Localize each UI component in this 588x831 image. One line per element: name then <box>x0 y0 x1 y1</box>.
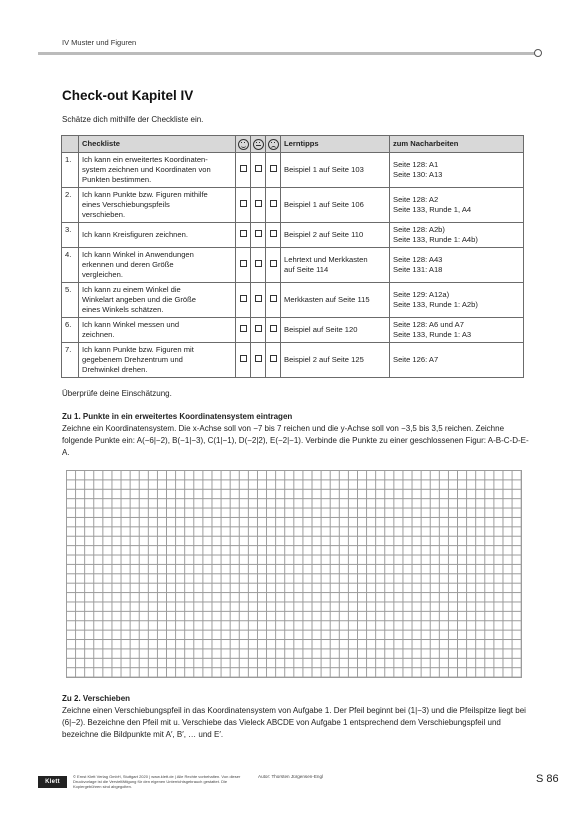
checklist-item <box>79 283 236 318</box>
rating-cell-happy <box>236 188 251 223</box>
review-cell <box>390 318 524 343</box>
checklist-table <box>61 135 524 378</box>
review-cell <box>390 153 524 188</box>
review-line: Seite 126: A7 <box>393 355 439 364</box>
rating-cell-sad <box>266 283 281 318</box>
checklist-item-line: Drehwinkel drehen. <box>82 365 148 374</box>
rating-checkbox-sad[interactable] <box>270 260 277 267</box>
checklist-item <box>79 153 236 188</box>
header-tips: Lerntipps <box>281 136 390 153</box>
review-line: Seite 130: A13 <box>393 170 443 179</box>
rating-checkbox-neutral[interactable] <box>255 230 262 237</box>
rating-cell-neutral <box>251 188 266 223</box>
header-neutral <box>251 136 266 153</box>
rating-cell-neutral <box>251 153 266 188</box>
tip-line: Beispiel 2 auf Seite 110 <box>284 230 364 239</box>
checklist-item-line: Punkten bestimmen. <box>82 175 152 184</box>
checklist-item-line: Ich kann Winkel messen und <box>82 320 180 329</box>
tip-cell <box>281 318 390 343</box>
table-row <box>62 343 524 378</box>
page-title: Check-out Kapitel IV <box>62 88 194 103</box>
section2-heading: Zu 2. Verschieben <box>62 694 131 703</box>
header-review: zum Nacharbeiten <box>390 136 524 153</box>
row-number: 6. <box>62 318 79 343</box>
review-line: Seite 128: A2 <box>393 195 439 204</box>
rating-checkbox-neutral[interactable] <box>255 295 262 302</box>
rating-cell-neutral <box>251 248 266 283</box>
tip-line: auf Seite 114 <box>284 265 329 274</box>
row-number: 4. <box>62 248 79 283</box>
checklist-item <box>79 248 236 283</box>
checklist-item-line: system zeichnen und Koordinaten von <box>82 165 211 174</box>
rating-cell-happy <box>236 248 251 283</box>
rating-cell-sad <box>266 248 281 283</box>
rating-checkbox-happy[interactable] <box>240 260 247 267</box>
chapter-label: IV Muster und Figuren <box>62 38 137 47</box>
rating-checkbox-sad[interactable] <box>270 355 277 362</box>
author-text: Autor: Thorsten Jürgensen-Engl <box>258 774 324 779</box>
row-number: 5. <box>62 283 79 318</box>
review-cell <box>390 248 524 283</box>
row-number: 7. <box>62 343 79 378</box>
checklist-item-line: Ich kann ein erweitertes Koordinaten- <box>82 155 208 164</box>
rating-cell-happy <box>236 153 251 188</box>
header-happy <box>236 136 251 153</box>
intro-text: Schätze dich mithilfe der Checkliste ein. <box>62 115 204 124</box>
rating-cell-neutral <box>251 318 266 343</box>
checklist-item-line: Ich kann zu einem Winkel die <box>82 285 181 294</box>
rating-cell-sad <box>266 223 281 248</box>
checklist-item-line: erkennen und deren Größe <box>82 260 174 269</box>
header-checklist: Checkliste <box>79 136 236 153</box>
rating-checkbox-neutral[interactable] <box>255 165 262 172</box>
rating-checkbox-sad[interactable] <box>270 325 277 332</box>
review-line: Seite 131: A18 <box>393 265 443 274</box>
publisher-logo: Klett <box>38 776 67 788</box>
review-line: Seite 129: A12a) <box>393 290 450 299</box>
checklist-item <box>79 188 236 223</box>
rating-cell-sad <box>266 153 281 188</box>
checklist-item-line: gegebenem Drehzentrum und <box>82 355 183 364</box>
rating-cell-sad <box>266 343 281 378</box>
review-line: Seite 128: A2b) <box>393 225 445 234</box>
checklist-item-line: eines Verschiebungspfeils <box>82 200 170 209</box>
checklist-item-line: verschieben. <box>82 210 126 219</box>
rating-checkbox-happy[interactable] <box>240 355 247 362</box>
table-row <box>62 318 524 343</box>
tip-line: Merkkasten auf Seite 115 <box>284 295 370 304</box>
checklist-item-line: Ich kann Kreisfiguren zeichnen. <box>82 230 188 239</box>
rating-cell-sad <box>266 318 281 343</box>
tip-cell <box>281 223 390 248</box>
review-line: Seite 133, Runde 1: A3 <box>393 330 472 339</box>
rating-cell-neutral <box>251 283 266 318</box>
table-row <box>62 223 524 248</box>
rating-checkbox-neutral[interactable] <box>255 200 262 207</box>
table-row <box>62 248 524 283</box>
tip-cell <box>281 153 390 188</box>
review-line: Seite 133, Runde 1: A4b) <box>393 235 478 244</box>
review-cell <box>390 223 524 248</box>
page-number: S 86 <box>536 773 559 785</box>
rating-checkbox-happy[interactable] <box>240 165 247 172</box>
rating-checkbox-neutral[interactable] <box>255 260 262 267</box>
rating-checkbox-neutral[interactable] <box>255 355 262 362</box>
table-row <box>62 153 524 188</box>
section2-text: Zeichne einen Verschiebungspfeil in das Koordinatensystem von Aufgabe 1. Der Pfeil beginnt bei (1|−3) und die Pfeilspitze liegt bei (6|−2). Bezeichne den Pfeil mit u. Verschiebe das Vieleck ABCDE von Aufgabe 1 entsprechend dem Verschiebungspfeil und bezeichne die Bildpunkte mit A′, B′, … und E′. <box>62 706 526 739</box>
section1-text: Zeichne ein Koordinatensystem. Die x-Achse soll von −7 bis 7 reichen und die y-Achse soll von −3,5 bis 3,5 reichen. Zeichne folgende Punkte ein: A(−6|−2), B(−1|−3), C(1|−1), D(−2|2), E(−2|−1). Verbinde die Punkte zu einer geschlossenen Figur: A-B-C-D-E-A. <box>62 424 529 457</box>
tip-cell <box>281 283 390 318</box>
table-header-row <box>62 136 524 153</box>
rating-checkbox-happy[interactable] <box>240 200 247 207</box>
review-cell <box>390 188 524 223</box>
rating-checkbox-sad[interactable] <box>270 230 277 237</box>
review-cell <box>390 343 524 378</box>
rating-cell-happy <box>236 223 251 248</box>
rating-checkbox-happy[interactable] <box>240 295 247 302</box>
header-num <box>62 136 79 153</box>
tip-line: Lehrtext und Merkkasten <box>284 255 368 264</box>
tip-line: Beispiel auf Seite 120 <box>284 325 358 334</box>
tip-line: Beispiel 2 auf Seite 125 <box>284 355 364 364</box>
tip-cell <box>281 343 390 378</box>
rating-checkbox-sad[interactable] <box>270 200 277 207</box>
rating-checkbox-happy[interactable] <box>240 325 247 332</box>
tip-cell <box>281 188 390 223</box>
checklist-item-line: Ich kann Winkel in Anwendungen <box>82 250 194 259</box>
copyright-text: © Ernst Klett Verlag GmbH, Stuttgart 2020 | www.klett.de | Alle Rechte vorbehalten. Von dieser Druckvorlage ist die Vervielfältigung für den eigenen Unterrichtsgebrauch gestattet. Die Kopiergebühren sind abgegolten. <box>73 774 241 790</box>
checklist-item-line: eines Winkels schätzen. <box>82 305 164 314</box>
header-sad <box>266 136 281 153</box>
rating-checkbox-sad[interactable] <box>270 165 277 172</box>
rule-end-circle <box>534 49 542 57</box>
rating-cell-happy <box>236 283 251 318</box>
checklist-item-line: zeichnen. <box>82 330 115 339</box>
review-line: Seite 133, Runde 1: A2b) <box>393 300 478 309</box>
happy-face-icon <box>238 139 249 150</box>
checklist-item-line: Ich kann Punkte bzw. Figuren mit <box>82 345 194 354</box>
review-line: Seite 128: A1 <box>393 160 439 169</box>
neutral-face-icon <box>253 139 264 150</box>
rating-cell-happy <box>236 343 251 378</box>
review-cell <box>390 283 524 318</box>
row-number: 3. <box>62 223 79 248</box>
row-number: 1. <box>62 153 79 188</box>
tip-line: Beispiel 1 auf Seite 106 <box>284 200 364 209</box>
coordinate-grid <box>66 470 522 678</box>
checklist-item <box>79 318 236 343</box>
table-row <box>62 283 524 318</box>
checklist-item-line: vergleichen. <box>82 270 123 279</box>
sad-face-icon <box>268 139 279 150</box>
rating-cell-neutral <box>251 343 266 378</box>
checklist-item <box>79 343 236 378</box>
tip-line: Beispiel 1 auf Seite 103 <box>284 165 364 174</box>
review-line: Seite 128: A6 und A7 <box>393 320 464 329</box>
review-instruction: Überprüfe deine Einschätzung. <box>62 389 172 398</box>
checklist-item-line: Winkelart angeben und die Größe <box>82 295 196 304</box>
checklist-item <box>79 223 236 248</box>
row-number: 2. <box>62 188 79 223</box>
tip-cell <box>281 248 390 283</box>
section1-heading: Zu 1. Punkte in ein erweitertes Koordinatensystem eintragen <box>62 412 293 421</box>
rating-checkbox-neutral[interactable] <box>255 325 262 332</box>
rating-cell-neutral <box>251 223 266 248</box>
header-rule <box>38 52 538 55</box>
table-row <box>62 188 524 223</box>
review-line: Seite 128: A43 <box>393 255 443 264</box>
rating-cell-happy <box>236 318 251 343</box>
rating-checkbox-happy[interactable] <box>240 230 247 237</box>
checklist-item-line: Ich kann Punkte bzw. Figuren mithilfe <box>82 190 208 199</box>
rating-checkbox-sad[interactable] <box>270 295 277 302</box>
rating-cell-sad <box>266 188 281 223</box>
review-line: Seite 133, Runde 1, A4 <box>393 205 472 214</box>
